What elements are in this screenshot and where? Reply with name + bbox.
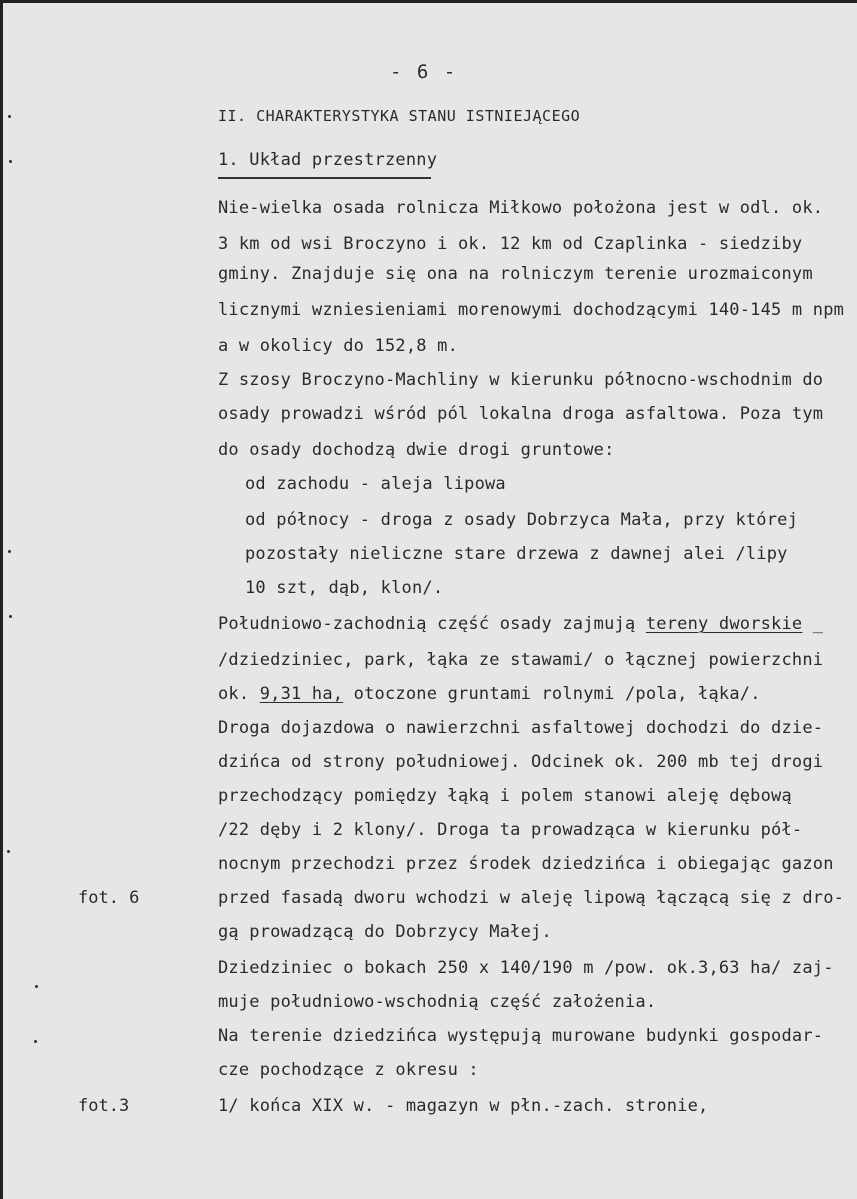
text-line: gminy. Znajduje się ona na rolniczym terenie urozmaiconym <box>218 264 813 284</box>
text-line: Na terenie dziedzińca występują murowane budynki gospodar- <box>218 1026 824 1046</box>
scan-speck <box>9 160 12 163</box>
text-segment: Południowo-zachodnią część osady zajmują <box>218 614 646 634</box>
text-line: 1/ końca XIX w. - magazyn w płn.-zach. stronie, <box>218 1096 709 1116</box>
text-line: nocnym przechodzi przez środek dziedzińca i obiegając gazon <box>218 854 834 874</box>
scan-speck <box>9 615 12 618</box>
text-line: cze pochodzące z okresu : <box>218 1060 479 1080</box>
text-line: dzińca od strony południowej. Odcinek ok. 200 mb tej drogi <box>218 752 824 772</box>
text-line: Z szosy Broczyno-Machliny w kierunku północno-wschodnim do <box>218 370 824 390</box>
underlined-text: 9,31 ha, <box>259 684 344 704</box>
text-line: osady prowadzi wśród pól lokalna droga asfaltowa. Poza tym <box>218 404 824 424</box>
scan-speck <box>34 1040 37 1043</box>
text-line: przechodzący pomiędzy łąką i polem stanowi aleję dębową <box>218 786 792 806</box>
scan-border-left <box>0 0 3 1199</box>
text-line: przed fasadą dworu wchodzi w aleję lipową łączącą się z dro- <box>218 888 845 908</box>
title-rule <box>218 177 431 179</box>
text-line-with-underline <box>218 614 823 634</box>
text-line: gą prowadzącą do Dobrzycy Małej. <box>218 922 552 942</box>
text-line: Dziedziniec o bokach 250 x 140/190 m /pow. ok.3,63 ha/ zaj- <box>218 958 834 978</box>
text-line: /22 dęby i 2 klony/. Droga ta prowadząca w kierunku pół- <box>218 820 803 840</box>
text-line: Droga dojazdowa o nawierzchni asfaltowej dochodzi do dzie- <box>218 718 824 738</box>
text-segment: otoczone gruntami rolnymi /pola, łąka/. <box>343 684 761 704</box>
scan-speck <box>35 985 38 988</box>
text-line: a w okolicy do 152,8 m. <box>218 336 459 356</box>
scan-speck <box>7 850 10 853</box>
subsection-title: 1. Układ przestrzenny <box>218 150 438 170</box>
text-line: /dziedziniec, park, łąka ze stawami/ o łącznej powierzchni <box>218 650 824 670</box>
text-line: licznymi wzniesieniami morenowymi dochodzącymi 140-145 m npm <box>218 300 845 320</box>
text-line: od zachodu - aleja lipowa <box>245 474 506 494</box>
margin-note-photo: fot. 6 <box>78 888 140 908</box>
text-line: 10 szt, dąb, klon/. <box>245 578 444 598</box>
text-line: muje południowo-wschodnią część założenia. <box>218 992 657 1012</box>
text-line: 3 km od wsi Broczyno i ok. 12 km od Czaplinka - siedziby <box>218 234 803 254</box>
text-segment: ok. <box>218 684 260 704</box>
scan-border-top <box>0 0 857 3</box>
scan-speck <box>8 115 11 118</box>
text-line: do osady dochodzą dwie drogi gruntowe: <box>218 440 615 460</box>
text-line: od północy - droga z osady Dobrzyca Mała, przy której <box>245 510 799 530</box>
text-line: Nie-wielka osada rolnicza Miłkowo położona jest w odl. ok. <box>218 198 824 218</box>
section-title: II. CHARAKTERYSTYKA STANU ISTNIEJĄCEGO <box>218 107 581 125</box>
text-segment: _ <box>802 614 824 634</box>
text-line-with-underline <box>218 684 761 704</box>
page-number: - 6 - <box>390 61 458 83</box>
margin-note-photo: fot.3 <box>78 1096 130 1116</box>
scan-speck <box>8 550 11 553</box>
underlined-text: tereny dworskie <box>645 614 803 634</box>
text-line: pozostały nieliczne stare drzewa z dawnej alei /lipy <box>245 544 788 564</box>
